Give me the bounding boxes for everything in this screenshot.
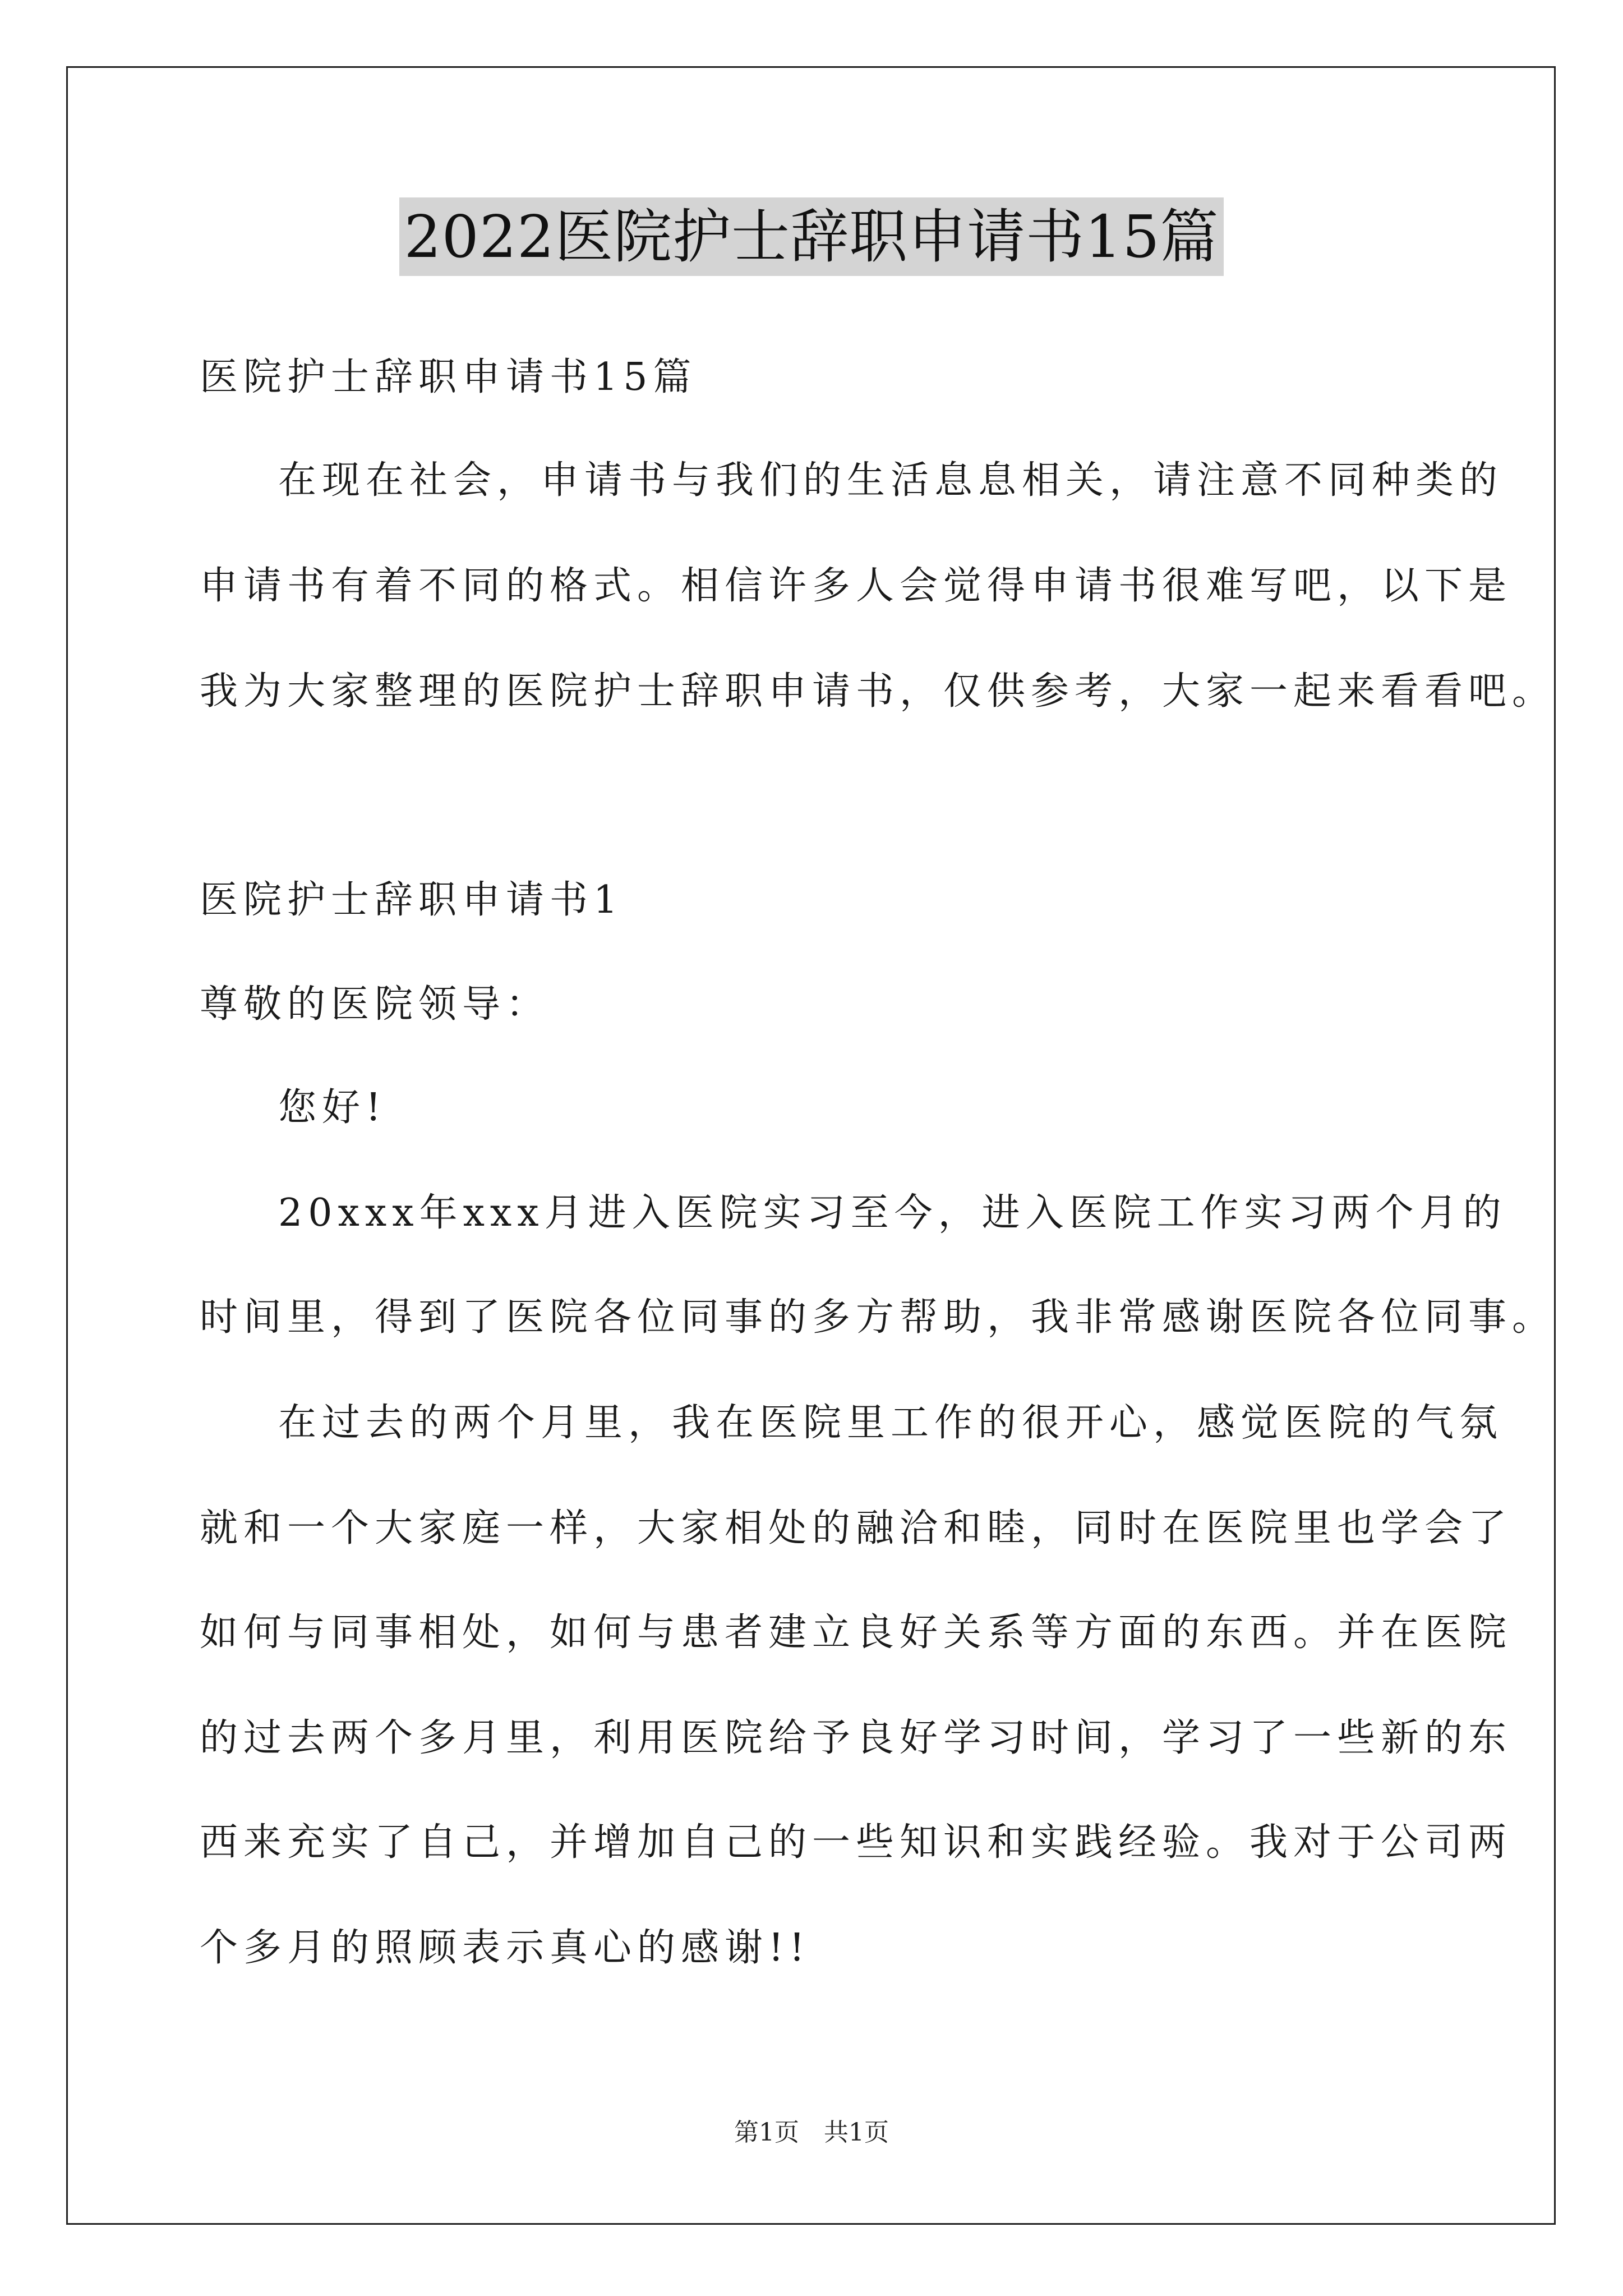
paragraph2-line-5: 西来充实了自己，并增加自己的一些知识和实践经验。我对于公司两 — [200, 1820, 1513, 1865]
intro-line-2: 申请书有着不同的格式。相信许多人会觉得申请书很难写吧，以下是 — [200, 564, 1513, 608]
paragraph2-line-2: 就和一个大家庭一样，大家相处的融洽和睦，同时在医院里也学会了 — [200, 1506, 1513, 1550]
intro-line-1: 在现在社会，申请书与我们的生活息息相关，请注意不同种类的 — [278, 458, 1504, 503]
paragraph1-line-1: 20xxx年xxx月进入医院实习至今，进入医院工作实习两个月的 — [278, 1191, 1507, 1235]
letter-heading: 医院护士辞职申请书1 — [200, 878, 624, 922]
salutation: 尊敬的医院领导： — [200, 982, 550, 1027]
intro-line-3: 我为大家整理的医院护士辞职申请书，仅供参考，大家一起来看看吧。 — [200, 669, 1556, 714]
paragraph2-line-6: 个多月的照顾表示真心的感谢!! — [200, 1926, 810, 1970]
paragraph2-line-3: 如何与同事相处，如何与患者建立良好关系等方面的东西。并在医院 — [200, 1611, 1513, 1655]
paragraph2-line-1: 在过去的两个月里，我在医院里工作的很开心，感觉医院的气氛 — [278, 1401, 1504, 1445]
paragraph2-line-4: 的过去两个多月里，利用医院给予良好学习时间，学习了一些新的东 — [200, 1716, 1513, 1760]
title-container — [0, 197, 1623, 276]
paragraph1-line-2: 时间里，得到了医院各位同事的多方帮助，我非常感谢医院各位同事。 — [200, 1295, 1556, 1340]
greeting: 您好! — [278, 1085, 387, 1130]
page-footer: 第1页 共1页 — [734, 2118, 889, 2147]
subtitle: 医院护士辞职申请书15篇 — [200, 355, 697, 399]
document-title: 2022医院护士辞职申请书15篇 — [399, 197, 1223, 276]
